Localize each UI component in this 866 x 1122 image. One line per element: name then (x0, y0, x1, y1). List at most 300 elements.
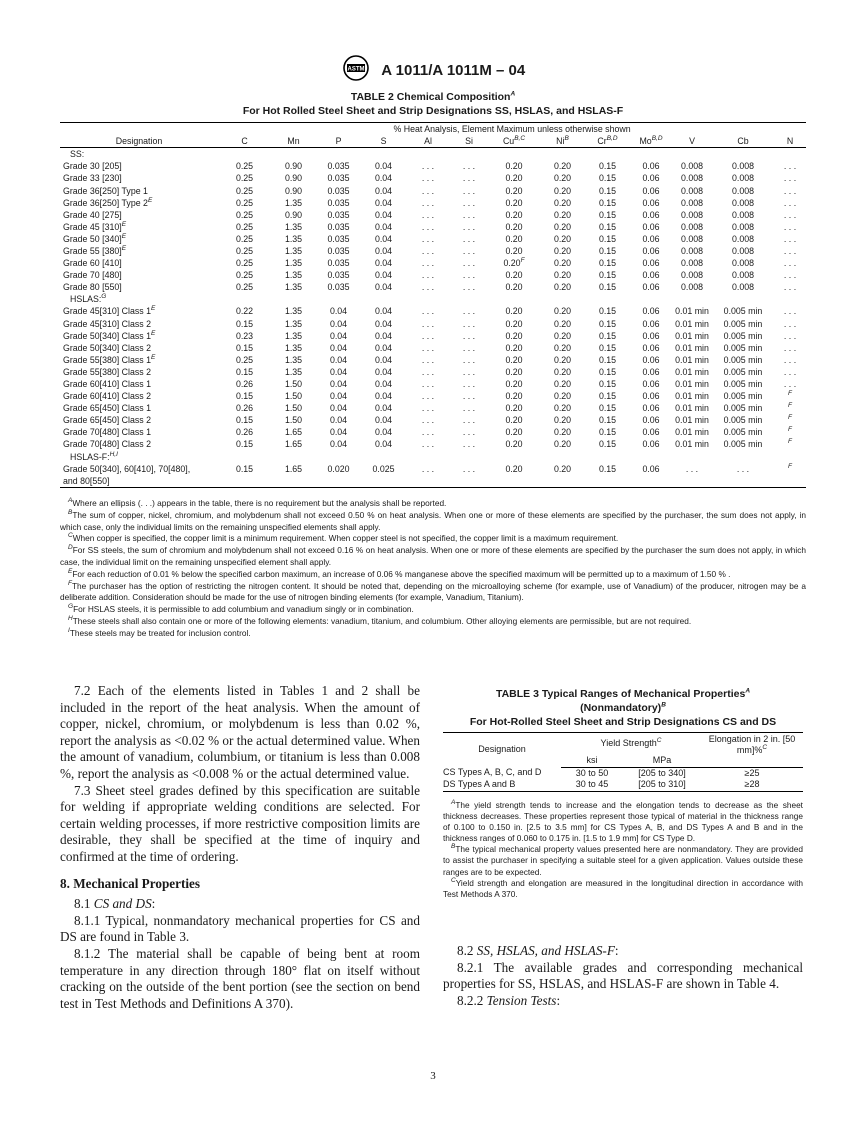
table2-cell (585, 184, 630, 196)
table2-cell-value: . . . (462, 391, 476, 402)
table2-cell-value: 0.008 (680, 245, 703, 256)
table2-cell (774, 197, 806, 209)
table2-cell-value: . . . (462, 415, 476, 426)
table2-cell-value: 0.15 (598, 173, 617, 184)
table2-cell-value: 0.005 min (723, 379, 763, 390)
table3-header-yield (561, 733, 701, 756)
table2-cell-value: . . . (421, 245, 435, 256)
table2-cell-designation (60, 342, 218, 354)
table2-cell-value: 0.25 (235, 197, 254, 208)
table2-cell (540, 342, 585, 354)
table3-footnote-text: The typical mechanical property values presented here are nonmandatory. They are provided to assist the purchaser in specifying a suitable steel for a given application. Values outside these ranges are to be expected. (443, 844, 803, 877)
table2-cell-value: . . . (462, 185, 476, 196)
table2-column-header (774, 135, 806, 148)
paragraph-8-1-number: 8.1 (74, 896, 91, 912)
table2-cell-value: 0.06 (642, 330, 660, 341)
table2-cell-value: . . . (462, 197, 476, 208)
table2-cell (540, 233, 585, 245)
table2-cell-value: 0.20 (553, 270, 572, 281)
table2-cell-value: 0.20 (553, 197, 572, 208)
table2-footnote-mark: I (68, 627, 70, 634)
table2-cell (774, 426, 806, 438)
table2-group-label (60, 293, 806, 305)
table2-cell (712, 366, 774, 378)
table2-footnote-text: These steels shall also contain one or more of the following elements: vanadium, titanium, and columbium. Other alloying elements are permissible, but are not required. (72, 615, 692, 626)
table2-cell-value: 0.06 (642, 209, 660, 220)
table2-cell (712, 318, 774, 330)
table2-cell (774, 438, 806, 450)
table2-cell (218, 378, 271, 390)
table2-cell-value: . . . (462, 270, 476, 281)
table2-cell (630, 463, 672, 475)
table2-cell (406, 463, 450, 475)
table2-cell-value: 0.15 (598, 197, 617, 208)
table2-cell-value: 0.04 (374, 318, 393, 329)
table2-cell-value: 0.20 (553, 391, 572, 402)
table2-cell-value: 0.20 (505, 354, 523, 365)
table2-cell-value: 0.01 min (675, 439, 709, 450)
table2-cell (488, 184, 540, 196)
table2-cell (540, 366, 585, 378)
table2-cell (672, 330, 712, 342)
table2-cell (361, 269, 406, 281)
paragraph-8-1-colon: : (151, 896, 156, 912)
table2-cell (488, 257, 540, 269)
table2-cell-value: 0.04 (329, 354, 348, 365)
table2-cell (361, 257, 406, 269)
table2-cell-value: 0.008 (731, 209, 754, 220)
table2-cell (316, 221, 361, 233)
table2-cell-designation (60, 197, 218, 209)
table2-cell-value: 0.035 (327, 173, 350, 184)
table2-cell-value: 0.23 (235, 330, 254, 341)
table2-cell (406, 160, 450, 172)
table2-cell-value: 0.15 (598, 354, 617, 365)
table2-cell-designation (60, 390, 218, 402)
table2-cell (406, 197, 450, 209)
table2-cell (585, 281, 630, 293)
table2-cell-value: 0.20 (553, 463, 572, 474)
table2-cell (712, 342, 774, 354)
table2-cell-designation (60, 172, 218, 184)
table2-cell (585, 426, 630, 438)
table2-cell-value: 0.25 (235, 245, 254, 256)
table2-cell (271, 197, 316, 209)
table2-cell-value: 0.06 (642, 258, 660, 269)
table2-cell-value: 0.20 (505, 427, 523, 438)
table2-cell (540, 330, 585, 342)
table2-cell (361, 197, 406, 209)
table2-footnote (60, 616, 806, 628)
table2-cell-value: 0.035 (327, 245, 350, 256)
table2-column-header (450, 135, 488, 148)
table2-cell-value: 0.008 (680, 197, 703, 208)
table2-cell-designation (60, 269, 218, 281)
table2-cell (585, 402, 630, 414)
table2-cell (218, 209, 271, 221)
table2-cell-designation (60, 366, 218, 378)
table2-cell-value: . . . (783, 258, 797, 269)
table2-cell (488, 281, 540, 293)
section-heading-8: 8. Mechanical Properties (60, 875, 201, 891)
table2-cell (672, 414, 712, 426)
table2-cell (406, 184, 450, 196)
table2-cell (712, 330, 774, 342)
table2-cell (218, 318, 271, 330)
table2-cell-value: 0.005 min (723, 354, 763, 365)
table2-cell (271, 209, 316, 221)
table2-cell-value: 0.15 (235, 366, 254, 377)
table2-cell-value: 1.35 (284, 366, 303, 377)
table2-cell (488, 221, 540, 233)
table2-footnote-text: The purchaser has the option of restricting the nitrogen content. It should be noted that, depending on the microalloying scheme (for example, use of Vanadium) of the producer, nitrogen may be a deliberate addition. Consideration should be made for the use of nitrogen binding elements (for example, Vanadium, Titanium). (60, 580, 806, 603)
table2-cell-value: 0.20 (505, 391, 523, 402)
table2-cell-value: 0.06 (642, 342, 660, 353)
table2-cell (712, 426, 774, 438)
table2-cell (488, 197, 540, 209)
table2-cell (540, 318, 585, 330)
table2-cell (406, 438, 450, 450)
table2-cell-sup: E (151, 305, 156, 313)
table2-cell-value: 0.06 (642, 173, 660, 184)
table2-cell (488, 330, 540, 342)
table2-cell-value: 0.15 (598, 439, 617, 450)
table2-cell-value: . . . (685, 463, 699, 474)
table2-cell-sup: F (520, 257, 525, 265)
table2-cell-value: 0.01 min (675, 330, 709, 341)
table2-cell (218, 221, 271, 233)
table2-cell-value: 0.008 (731, 173, 754, 184)
table2-cell-value: . . . (462, 258, 476, 269)
table-row (60, 293, 806, 305)
table2-cell-value: 0.01 min (675, 354, 709, 365)
table2-cell-value: 1.35 (284, 221, 303, 232)
table2-column-sup: B,D (606, 135, 618, 143)
table2-cell (316, 160, 361, 172)
table2-cell (774, 160, 806, 172)
table2-cell (585, 390, 630, 402)
table2-cell (585, 160, 630, 172)
table2-cell-value: 0.06 (642, 233, 660, 244)
table2-cell-designation (60, 438, 218, 450)
table2-cell-designation (60, 318, 218, 330)
table2-cell (450, 257, 488, 269)
table2-cell-value: 0.20 (553, 366, 572, 377)
table3-footnote-text: Yield strength and elongation are measured in the longitudinal direction in accordance with Test Methods A 370. (443, 877, 803, 899)
table2-cell-value: 0.035 (327, 233, 350, 244)
table2-cell (712, 463, 774, 475)
paragraph-7-3: 7.3 Sheet steel grades defined by this specification are suitable for welding if appropriate welding conditions are selected. For certain welding processes, if more restrictive composition limits are desirable, they shall be specified at the time of inquiry and confirmed at the time of ordering. (60, 782, 420, 864)
table2-cell (450, 281, 488, 293)
table2-cell (316, 269, 361, 281)
table2-cell (450, 305, 488, 317)
table2-cell (774, 414, 806, 426)
table2-cell-value: 0.20 (553, 306, 572, 317)
table2-cell-value: 0.04 (329, 379, 348, 390)
table2-cell (585, 330, 630, 342)
table2-cell (271, 281, 316, 293)
table3-footnote-text: The yield strength tends to increase and the elongation tends to decrease as the sheet thickness decreases. These properties represent those typical of material in the thickness range of 0.100 to 0.150 in. [2.5 to 3.5 mm] for CS Types A, B, and DS Types A and B and in the thickness ranges of 0.060 to 0.175 in. [1.5 to 1.9 mm] for CS Type D. (443, 800, 803, 844)
table2-cell (271, 257, 316, 269)
table2-cell-value: 0.04 (374, 306, 393, 317)
svg-text:ASTM: ASTM (347, 66, 365, 73)
table2-cell (361, 330, 406, 342)
table2-cell (540, 305, 585, 317)
table2-cell (488, 378, 540, 390)
table2-cell (406, 402, 450, 414)
table2-cell (361, 378, 406, 390)
table2-cell-value: 0.20 (505, 342, 523, 353)
table2-cell (540, 160, 585, 172)
table2-cell-value: 0.26 (235, 403, 254, 414)
table2-cell (271, 438, 316, 450)
table2-cell (630, 438, 672, 450)
table2-cell-value: 0.035 (327, 185, 350, 196)
table2-cell (316, 330, 361, 342)
table2-cell-value: . . . (421, 318, 435, 329)
table2-cell (712, 209, 774, 221)
table2-cell-value: 0.20 (553, 161, 572, 172)
table2-cell (488, 354, 540, 366)
table2-cell (585, 318, 630, 330)
table2-cell (630, 160, 672, 172)
table2-cell-value: 0.008 (731, 245, 754, 256)
table2-cell-designation (60, 463, 218, 475)
table2-cell-value: 0.26 (235, 427, 254, 438)
table2-cell (712, 438, 774, 450)
table2-header-blank (60, 123, 218, 136)
table3-caption-sup2: B (661, 701, 666, 709)
table2-cell-sup: E (121, 245, 127, 253)
table2-cell-value: 0.15 (235, 463, 254, 474)
table2-cell-value: 1.65 (284, 427, 303, 438)
table-row (443, 767, 803, 779)
table2-cell-value: 0.15 (235, 342, 254, 353)
table2-cell-value: 0.25 (235, 221, 254, 232)
table2-column-label: Mo (639, 136, 652, 147)
table2-chemical-composition (60, 122, 806, 488)
table2-cell-value: 0.20 (505, 379, 523, 390)
table2-cell-value: . . . (462, 427, 476, 438)
table2-cell (271, 402, 316, 414)
table2-cell-value: 1.35 (284, 245, 303, 256)
table2-caption-line1: TABLE 2 Chemical Composition (350, 91, 511, 103)
table2-cell-value: . . . (462, 221, 476, 232)
paragraph-8-2 (443, 943, 803, 960)
table2-cell (774, 269, 806, 281)
table2-cell (488, 414, 540, 426)
table2-cell-value: 0.06 (642, 318, 660, 329)
table2-cell (218, 402, 271, 414)
table2-cell-value: 0.008 (731, 197, 754, 208)
table2-cell (540, 414, 585, 426)
table-row (60, 221, 806, 233)
table2-cell (672, 354, 712, 366)
table-row (60, 402, 806, 414)
table2-cell-value: . . . (783, 245, 797, 256)
table2-column-label: Designation (115, 136, 163, 147)
table2-cell (316, 390, 361, 402)
table2-cell-sup: E (147, 196, 153, 204)
table2-cell (406, 221, 450, 233)
table3-footnote (443, 878, 803, 900)
table2-cell (316, 402, 361, 414)
table2-cell-value: 0.008 (680, 233, 703, 244)
table2-cell-value: 0.008 (680, 282, 703, 293)
table2-column-header (672, 135, 712, 148)
table2-cell (630, 221, 672, 233)
table2-cell-value: 0.90 (284, 209, 303, 220)
table2-cell-value: . . . (736, 463, 750, 474)
table2-cell (672, 438, 712, 450)
table2-column-label: Cb (737, 136, 749, 147)
table2-group-label (60, 148, 806, 161)
table2-cell (218, 245, 271, 257)
table2-cell-value: 0.20 (505, 306, 523, 317)
table2-column-sup: B (564, 135, 569, 143)
table2-cell-value: 0.008 (731, 185, 754, 196)
table2-cell-value: 0.008 (680, 161, 703, 172)
table2-cell-value: . . . (783, 330, 797, 341)
table2-cell-value: 0.008 (680, 209, 703, 220)
left-column (60, 683, 420, 1012)
table3-header-elongation-label: Elongation in 2 in. [50 mm]% (708, 734, 796, 755)
table2-cell (540, 184, 585, 196)
table2-cell (630, 233, 672, 245)
table2-cell (450, 184, 488, 196)
table-row (60, 366, 806, 378)
table2-cell-value: 0.15 (598, 282, 617, 293)
table2-cell-value: 0.06 (642, 282, 660, 293)
table-row (60, 378, 806, 390)
table2-cell (218, 269, 271, 281)
table2-cell-value: 1.65 (284, 463, 303, 474)
table2-footnote-text: For SS steels, the sum of chromium and molybdenum shall not exceed 0.16 % on heat analysis. When one or more of these elements are specified by the purchaser the sum does not apply, in which case, the individual limit on the remaining unspecified element shall apply. (60, 545, 806, 567)
table2-cell (672, 209, 712, 221)
table2-cell-value: 0.005 min (723, 403, 763, 414)
table2-cell-value: 0.008 (731, 233, 754, 244)
table2-cell-value: 0.01 min (675, 415, 709, 426)
table2-cell (316, 463, 361, 475)
table3-cell-elongation: ≥25 (744, 767, 760, 778)
table2-footnote-mark: H (68, 615, 73, 623)
table3-caption-line1: TABLE 3 Typical Ranges of Mechanical Properties (495, 688, 746, 700)
table2-footnote-mark: B (68, 509, 73, 517)
table2-cell (630, 281, 672, 293)
table2-cell-value: 0.15 (598, 270, 617, 281)
table2-cell (450, 342, 488, 354)
table2-cell (540, 426, 585, 438)
table2-cell (450, 245, 488, 257)
table2-cell-value: 0.008 (680, 185, 703, 196)
table3-caption-line3: For Hot-Rolled Steel Sheet and Strip Designations CS and DS (469, 716, 777, 728)
table2-cell-value: Grade 45 [310] (63, 221, 122, 232)
table2-cell (316, 184, 361, 196)
table2-cell-value: 1.35 (284, 342, 303, 353)
table-row (60, 245, 806, 257)
table2-cell-value: 0.04 (374, 415, 393, 426)
table2-footnote (60, 498, 806, 510)
table2-cell-designation (60, 414, 218, 426)
table2-cell (488, 209, 540, 221)
table2-cell-value: . . . (783, 209, 797, 220)
table2-caption (60, 90, 806, 118)
table2-footnote-mark: G (68, 603, 74, 611)
table2-cell-value: 0.005 min (723, 306, 763, 317)
table2-cell-value: 0.035 (327, 270, 350, 281)
table2-cell-value: 0.20 (505, 282, 523, 293)
table2-cell (774, 233, 806, 245)
table2-cell-value: . . . (421, 415, 435, 426)
table2-cell (672, 318, 712, 330)
table2-cell-value: 0.26 (235, 379, 254, 390)
table2-cell (316, 305, 361, 317)
table2-cell (774, 330, 806, 342)
table2-footnote-text: For each reduction of 0.01 % below the specified carbon maximum, an increase of 0.06 % manganese above the specified maximum will be permitted up to a maximum of 1.50 % . (72, 568, 731, 579)
table2-cell-value: 0.20 (553, 354, 572, 365)
table2-cell (630, 402, 672, 414)
table2-cell (218, 305, 271, 317)
table2-cell-value: Grade 70[480] Class 2 (63, 439, 152, 450)
table2-cell-value: 0.15 (598, 245, 617, 256)
table2-footnote (60, 545, 806, 569)
table2-cell (316, 245, 361, 257)
table2-cell (712, 402, 774, 414)
table2-cell-value: 1.35 (284, 258, 303, 269)
table2-cell-value: 0.020 (327, 463, 350, 474)
table2-cell (406, 172, 450, 184)
table2-cell-value: 0.25 (235, 209, 254, 220)
table2-cell-value: 0.15 (598, 342, 617, 353)
table2-column-label: Al (424, 136, 432, 147)
table-row (60, 269, 806, 281)
table2-cell (585, 354, 630, 366)
table2-cell-value: Grade 60 [410] (63, 258, 122, 269)
table2-cell-value: 0.01 min (675, 318, 709, 329)
table2-cell-sup: F (788, 462, 793, 470)
table-row (60, 172, 806, 184)
table2-caption-line2: For Hot Rolled Steel Sheet and Strip Designations SS, HSLAS, and HSLAS-F (242, 105, 624, 117)
table2-cell-value: 0.20 (505, 270, 523, 281)
table2-cell (540, 438, 585, 450)
paragraph-8-2-2 (443, 993, 803, 1010)
table2-cell (540, 281, 585, 293)
table2-cell (672, 463, 712, 475)
table2-cell (774, 463, 806, 475)
table-row (60, 281, 806, 293)
table2-cell (316, 281, 361, 293)
table2-cell-value: Grade 50[340] Class 2 (63, 342, 152, 353)
table2-cell-value: 0.04 (329, 415, 348, 426)
table2-row-label: and 80[550] (63, 475, 110, 486)
table3-footnotes (443, 800, 803, 900)
table2-cell-value: 0.005 min (723, 366, 763, 377)
table2-cell-value: 0.04 (374, 245, 393, 256)
table2-cell-value: Grade 50[340], 60[410], 70[480], (63, 463, 191, 474)
table2-cell (585, 414, 630, 426)
table2-column-header (585, 135, 630, 148)
table2-cell-value: 0.005 min (723, 330, 763, 341)
table2-cell (488, 233, 540, 245)
table-row (60, 160, 806, 172)
table2-cell-value: Grade 36[250] Type 1 (63, 185, 148, 196)
table2-cell (361, 172, 406, 184)
table3-cell-elongation: ≥28 (701, 779, 803, 791)
table-row (60, 451, 806, 463)
table2-cell-value: 0.20 (553, 282, 572, 293)
table2-cell-value: 0.20 (505, 463, 523, 474)
table2-cell (271, 160, 316, 172)
